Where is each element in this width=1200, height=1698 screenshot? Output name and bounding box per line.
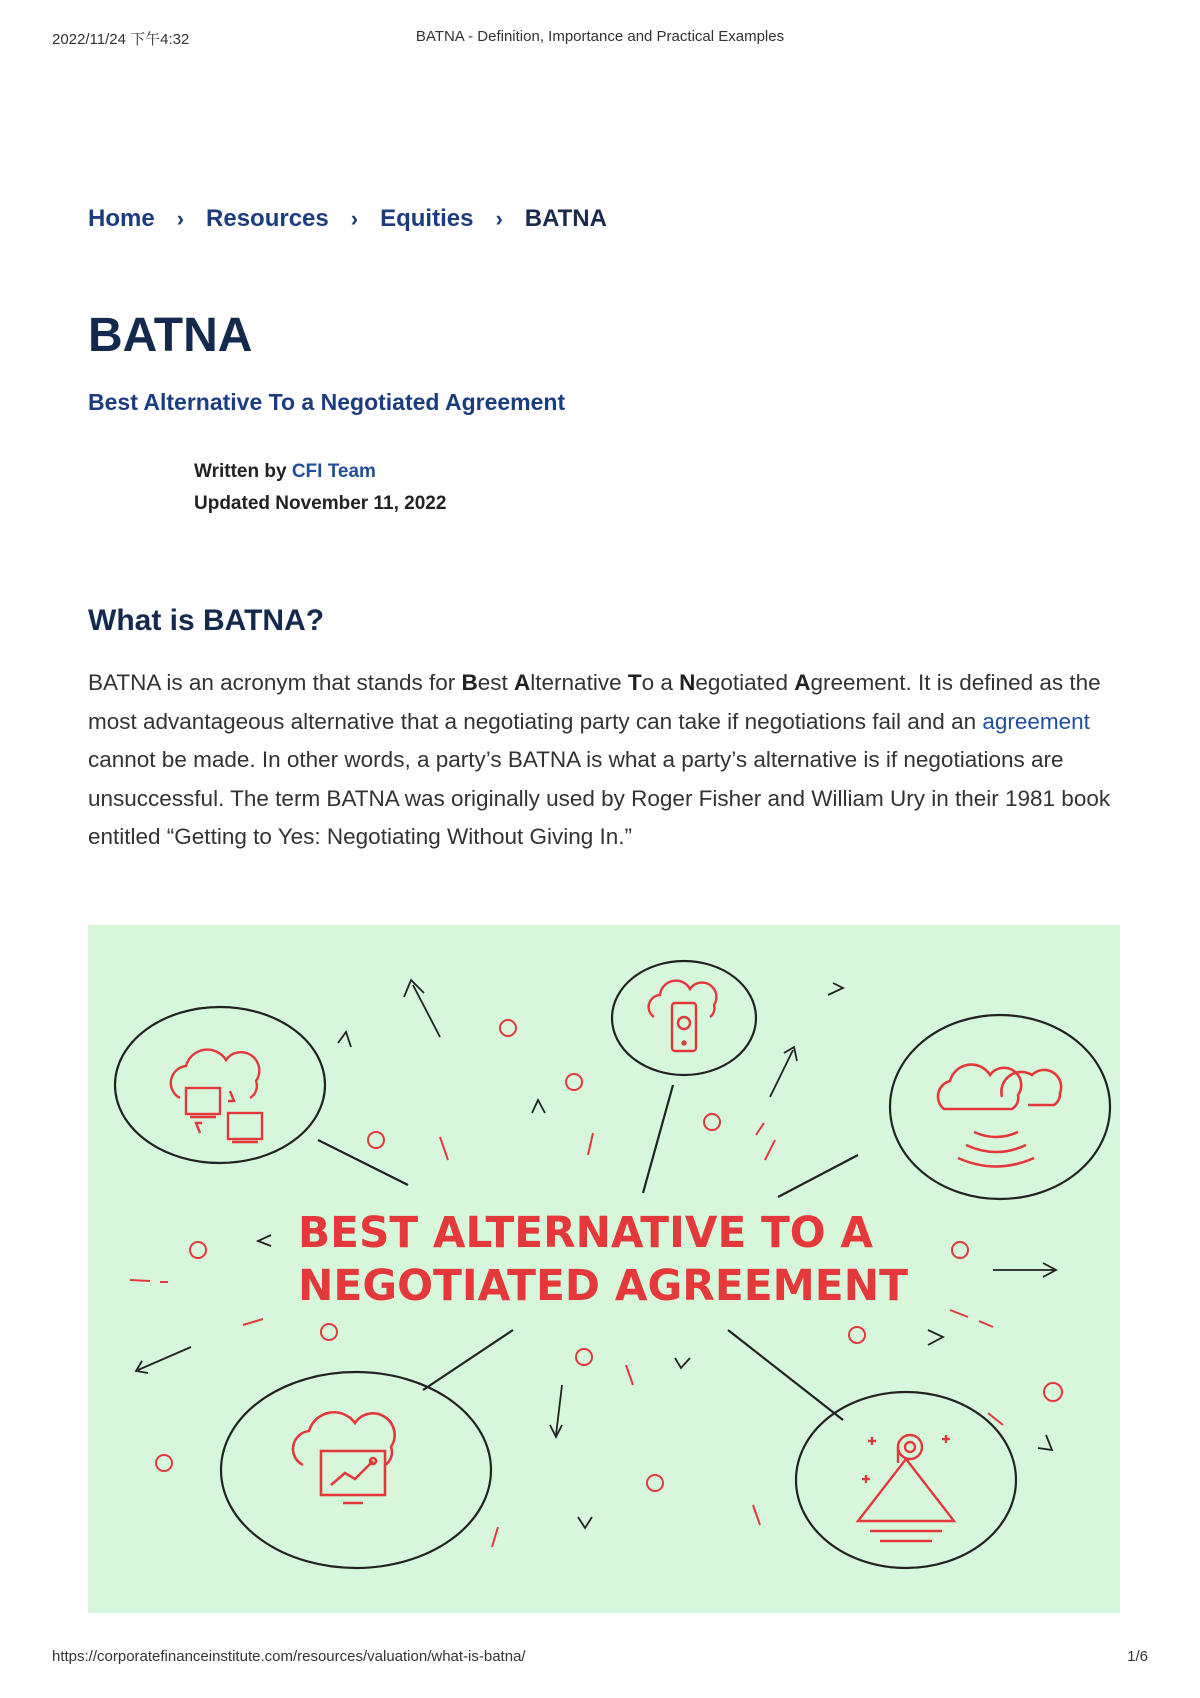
breadcrumb-equities[interactable]: Equities	[380, 205, 474, 232]
breadcrumb	[88, 205, 607, 233]
byline	[194, 456, 446, 520]
print-header	[52, 28, 1148, 50]
mountain-goal-target-icon	[858, 1435, 954, 1541]
cloud-computers-sync-icon	[171, 1050, 262, 1142]
cloud-analytics-monitor-icon	[293, 1412, 395, 1503]
breadcrumb-resources[interactable]: Resources	[206, 205, 329, 232]
chevron-right-icon: ›	[176, 206, 185, 231]
print-url: https://corporatefinanceinstitute.com/resources/valuation/what-is-batna/	[52, 1648, 526, 1665]
written-by-label: Written by	[194, 461, 287, 482]
cloud-mobile-settings-icon	[649, 981, 717, 1051]
section-heading: What is BATNA?	[88, 604, 325, 637]
updated-date: Updated November 11, 2022	[194, 493, 447, 514]
chevron-right-icon: ›	[495, 206, 503, 231]
infographic-headline-line1: BEST ALTERNATIVE TO A	[298, 1208, 874, 1258]
batna-infographic	[88, 925, 1120, 1613]
breadcrumb-current: BATNA	[524, 205, 607, 232]
infographic-headline-line2: NEGOTIATED AGREEMENT	[298, 1261, 909, 1311]
agreement-link[interactable]: agreement	[982, 708, 1090, 734]
author-link[interactable]: CFI Team	[291, 461, 376, 482]
print-page-number: 1/6	[1127, 1648, 1148, 1665]
breadcrumb-home[interactable]: Home	[88, 205, 155, 232]
article-paragraph: BATNA is an acronym that stands for Best Alternative To a Negotiated Agreement. It is defined as the most advantageous alternative that a negotiating party can take if negotiations fail and an agreement cannot be made. In other words, a party’s BATNA is what a party’s alternative is if negotiations are unsuccessful. The term BATNA was originally used by Roger Fisher and William Ury in their 1981 book entitled “Getting to Yes: Negotiating Without Giving In.”	[88, 670, 1111, 849]
page-subtitle: Best Alternative To a Negotiated Agreement	[88, 389, 566, 415]
chevron-right-icon: ›	[350, 206, 359, 231]
print-footer	[52, 1648, 1148, 1670]
print-date: 2022/11/24 下午4:32	[52, 31, 190, 48]
page-title: BATNA	[88, 309, 253, 362]
cloud-wireless-icon	[938, 1065, 1061, 1167]
print-document-title: BATNA - Definition, Importance and Practical Examples	[415, 28, 785, 45]
